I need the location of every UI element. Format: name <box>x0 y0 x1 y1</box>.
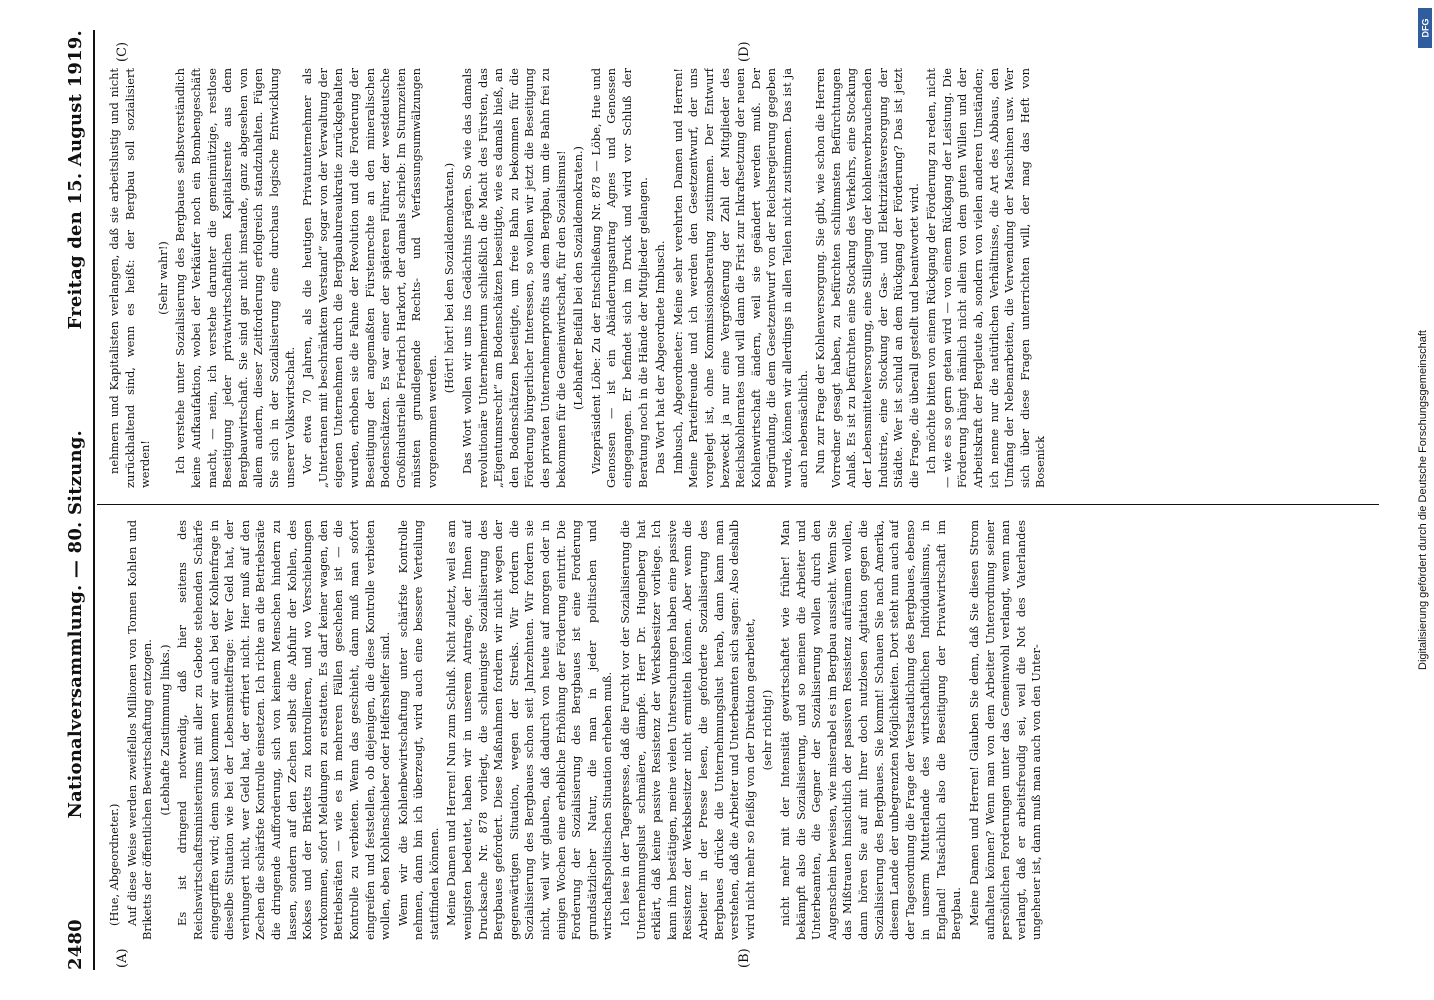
page-number: 2480 <box>65 919 86 970</box>
paragraph: Ich verstehe unter Sozialisierung des Bergbaues selbstverständlich keine Aufkaufaktion, wobei der Verkäufer noch ein Bombengeschäft macht, — nein, ich verstehe darunter die gemeinnützige, restlose Beseitigung jeder privatwirtschaftlichen Kapitalsrente aus dem Bergbauwirtschaft. Sie sind gar nicht imstande, ganz abgesehen von allem andern, dieser Zeitforderung erfolgreich standzuhalten. Fügen Sie sich in der Sozialisierung eine durchaus logische Entwicklung unserer Volkswirtschaft. <box>173 68 297 488</box>
paragraph: Wenn wir die Kohlenbewirtschaftung unter schärfste Kontrolle nehmen, dann bin ich überzeugt, wird auch eine bessere Verteilung stattfinden können. <box>395 520 441 940</box>
paragraph: Vizepräsident Löbe: Zu der Entschließung Nr. 878 — Löbe, Hue und Genossen — ist ein Abänderungsantrag Agnes und Genossen eingegangen. Er befindet sich im Druck und wird vor Schluß der Beratung noch in die Hände der Mitglieder gelangen. <box>588 68 650 488</box>
page-header <box>65 30 95 970</box>
paragraph: Meine Damen und Herren! Glauben Sie denn, daß Sie diesen Strom aufhalten können? Wenn man von dem Arbeiter Unterordnung seiner persönlichen Forderungen unter das Gemeinwohl verlangt, wenn man verlangt, daß er arbeitsfreudig sei, weil die Not des Vaterlandes ungeheuer ist, dann muß man auch von den Unter- <box>967 520 1044 940</box>
margin-mark-d: (D) <box>737 41 752 62</box>
paragraph: nicht mehr mit der Intensität gewirtschaftet wie früher! Man bekämpft also die Sozialisierung, und so meinen die Arbeiter und Unterbeamten, die Gegner der Sozialisierung wollen durch den Augenschein beweisen, wie miserabel es im Bergbau aussieht. Wenn Sie das Mißtrauen hinsichtlich der passiven Resistenz aufräumen wollen, dann hören Sie auf mit Ihrer doch nutzlosen Agitation gegen die Sozialisierung des Bergbaues. Sie kommt! Schauen Sie nach Amerika, diesem Lande der unbegrenzten Möglichkeiten. Dort steht nun auch auf der Tagesordnung die Frage der Verstaatlichung des Bergbaues, ebenso in unserm Mutterlande des wirtschaftlichen Individualismus, in England! Tatsächlich also die Beseitigung der Privatwirtschaft im Bergbau. <box>777 520 964 940</box>
right-column <box>107 68 1379 488</box>
paragraph: nehmern und Kapitalisten verlangen, daß sie arbeitslustig und nicht zurückhaltend sind, wenn es heißt: der Bergbau soll sozialisiert werden! <box>107 68 153 488</box>
paragraph: Vor etwa 70 Jahren, als die heutigen Privatunternehmer als „Untertanen mit beschränktem Verstand“ sogar von der Verwaltung der eigenen Unternehmen durch die Bergbaubureaukratie zurückgehalten wurden, erhoben sie die Fahne der Revolution und die Forderung der Beseitigung der angemaßten Fürstenrechte an den mineralischen Bodenschätzen. Es war einer der späteren Führer, der westdeutsche Großindustrielle Friedrich Harkort, der damals schrieb: Im Sturmzeiten müssten grundlegende Rechts- und Verfassungsumwälzungen vorgenommen werden. <box>300 68 439 488</box>
paragraph: Das Wort hat der Abgeordnete Imbusch. <box>653 240 668 474</box>
paragraph: Imbusch, Abgeordneter: Meine sehr verehrten Damen und Herren! Meine Parteifreunde und ich werden den Gesetzentwurf, der uns vorgelegt ist, ohne Kommissionsberatung zustimmen. Der Entwurf bezweckt ja nur eine Vergrößerung der Zahl der Mitglieder des Reichskohlenrates und will dann die Frist zur Inkraftsetzung der neuen Kohlenwirtschaft ändern, weil sie geändert werden muß. Der Begründung, die dem Gesetzentwurf von der Reichsregierung gegeben wurde, können wir allerdings in allen Teilen nicht zustimmen. Das ist ja auch nebensächlich. <box>670 68 810 488</box>
assembly-title: Nationalversammlung. — 80. Sitzung. <box>65 430 86 819</box>
paragraph: Es ist dringend notwendig, daß hier seitens des Reichswirtschaftsministeriums mit aller zu Gebote stehenden Schärfe eingegriffen wird; denn sonst kommen wir auch bei der Kohlenfrage in dieselbe Situation wie bei der Lebensmittelfrage: Wer Geld hat, der verhungert nicht, wer Geld hat, der erfriert nicht. Hier muß auf den Zechen die schärfste Kontrolle einsetzen. Ich richte an die Betriebsräte die dringende Aufforderung, sich von keinem Menschen hindern zu lassen, sondern auf den Zechen selbst die Abfuhr der Kohlen, des Kokses und der Briketts zu kontrollieren, und wo Verschiebungen vorkommen, sofort Meldungen zu erstatten. Es darf keiner wagen, den Betriebsräten — wie es in mehreren Fällen geschehen ist — die Kontrolle zu verbieten. Wenn das geschieht, dann muß man sofort eingreifen und feststellen, ob diejenigen, die diese Kontrolle verbieten wollen, eben Kohlenschieber oder Helfershelfer sind. <box>175 520 393 940</box>
interjection: (Lebhafter Beifall bei den Sozialdemokraten.) <box>571 146 586 411</box>
margin-mark-b: (B) <box>737 948 752 968</box>
left-column <box>107 520 1379 940</box>
interjection: (Hört! hört! bei den Sozialdemokraten.) <box>442 162 457 394</box>
document-page <box>37 20 1397 980</box>
margin-mark-c: (C) <box>115 41 130 62</box>
margin-mark-a: (A) <box>115 948 130 968</box>
interjection: (Lebhafte Zustimmung links.) <box>157 644 172 816</box>
digitization-credit <box>1416 10 1430 990</box>
session-date: Freitag den 15. August 1919. <box>65 30 86 330</box>
interjection: (Sehr wahr!) <box>155 241 170 315</box>
dfg-logo-text: DFG <box>1420 18 1430 38</box>
digitization-credit-text: Digitalisierung gefördert durch die Deutsche Forschungsgemeinschaft <box>1417 330 1429 670</box>
rotated-page <box>37 20 1397 980</box>
paragraph: Auf diese Weise werden zweifellos Millionen von Tonnen Kohlen und Briketts der öffentlichen Bewirtschaftung entzogen. <box>124 520 155 940</box>
paragraph: Nun zur Frage der Kohlenversorgung. Sie gibt, wie schon die Herren Vorredner gesagt haben, zu befürchten schlimmsten Befürchtungen Anlaß. Es ist zu befürchten eine Stockung des Verkehrs, eine Stockung der Lebensmittelversorgung, eine Stillegung der kohlenverbrauchenden Industrie, eine Stockung der Gas- und Elektrizitätsversorgung der Städte. Wer ist schuld an dem Rückgang der Förderung? Das ist jetzt die Frage, die überall gestellt und beantwortet wird. <box>813 68 921 488</box>
paragraph: Meine Damen und Herren! Nun zum Schluß. Nicht zuletzt, weil es am wenigsten bedeutet, haben wir in unserem Antrage, der Ihnen auf Drucksache Nr. 878 vorliegt, die schleunigste Sozialisierung des Bergbaues gefordert. Diese Maßnahmen fordern wir nicht wegen der gegenwärtigen Situation, wegen der Streiks. Wir fordern die Sozialisierung des Bergbaues schon seit Jahrzehnten. Wir fordern sie nicht, weil wir glauben, daß dadurch von heute auf morgen oder in einigen Wochen eine erhebliche Erhöhung der Förderung eintritt. Die Forderung der Sozialisierung des Bergbaues ist eine Forderung grundsätzlicher Natur, die man in jeder politischen und wirtschaftspolitischen Situation erheben muß. <box>444 520 615 940</box>
column-divider <box>97 504 1379 505</box>
paragraph: (Hue, Abgeordneter.) <box>107 803 121 926</box>
interjection: (sehr richtig!) <box>760 689 775 771</box>
paragraph: Das Wort wollen wir uns ins Gedächtnis prägen. So wie das damals revolutionäre Unternehmertum schließlich die Macht des Fürsten, das „Eigentumsrecht“ am Bodenschätzen beseitigte, wie es damals hieß, an den Bodenschätzen beseitigte, um freie Bahn zu bekommen für die Förderung bürgerlicher Interessen, so wollen wir jetzt die Beseitigung des privaten Unternehmerprofits aus dem Bergbau, um die Bahn frei zu bekommen für die Gemeinwirtschaft, für den Sozialismus! <box>460 68 568 488</box>
paragraph: Ich möchte bitten von einem Rückgang der Förderung zu reden, nicht — wie es so gern getan wird — von einem Rückgang der Leistung. Die Förderung hängt nämlich nicht allein von dem guten Willen und der Arbeitskraft der Bergleute ab, sondern von vielen anderen Umständen; ich nenne nur die natürlichen Verhältnisse, die Art des Abbaus, den Umfang der Nebenarbeiten, die Verwendung der Maschinen usw. Wer sich über diese Fragen unterrichten will, der mag das Heft von Bosenick <box>924 68 1048 488</box>
paragraph: Ich lese in der Tagespresse, daß die Furcht vor der Sozialisierung die Unternehmungslust schmälere, dämpfe. Herr Dr. Hugenberg hat erklärt, daß keine passive Resistenz der Werksbesitzer vorliege. Ich kann ihm bestätigen, meine vielen Untersuchungen haben eine passive Resistenz der Werksbesitzer nicht ermitteln können. Aber wenn die Arbeiter in der Presse lesen, die geforderte Sozialisierung des Bergbaues drücke die Unternehmungslust herab, dann kann man verstehen, daß die Arbeiter und Unterbeamten sich sagen: Also deshalb wird nicht mehr so fleißig von der Direktion gearbeitet, <box>618 520 757 940</box>
